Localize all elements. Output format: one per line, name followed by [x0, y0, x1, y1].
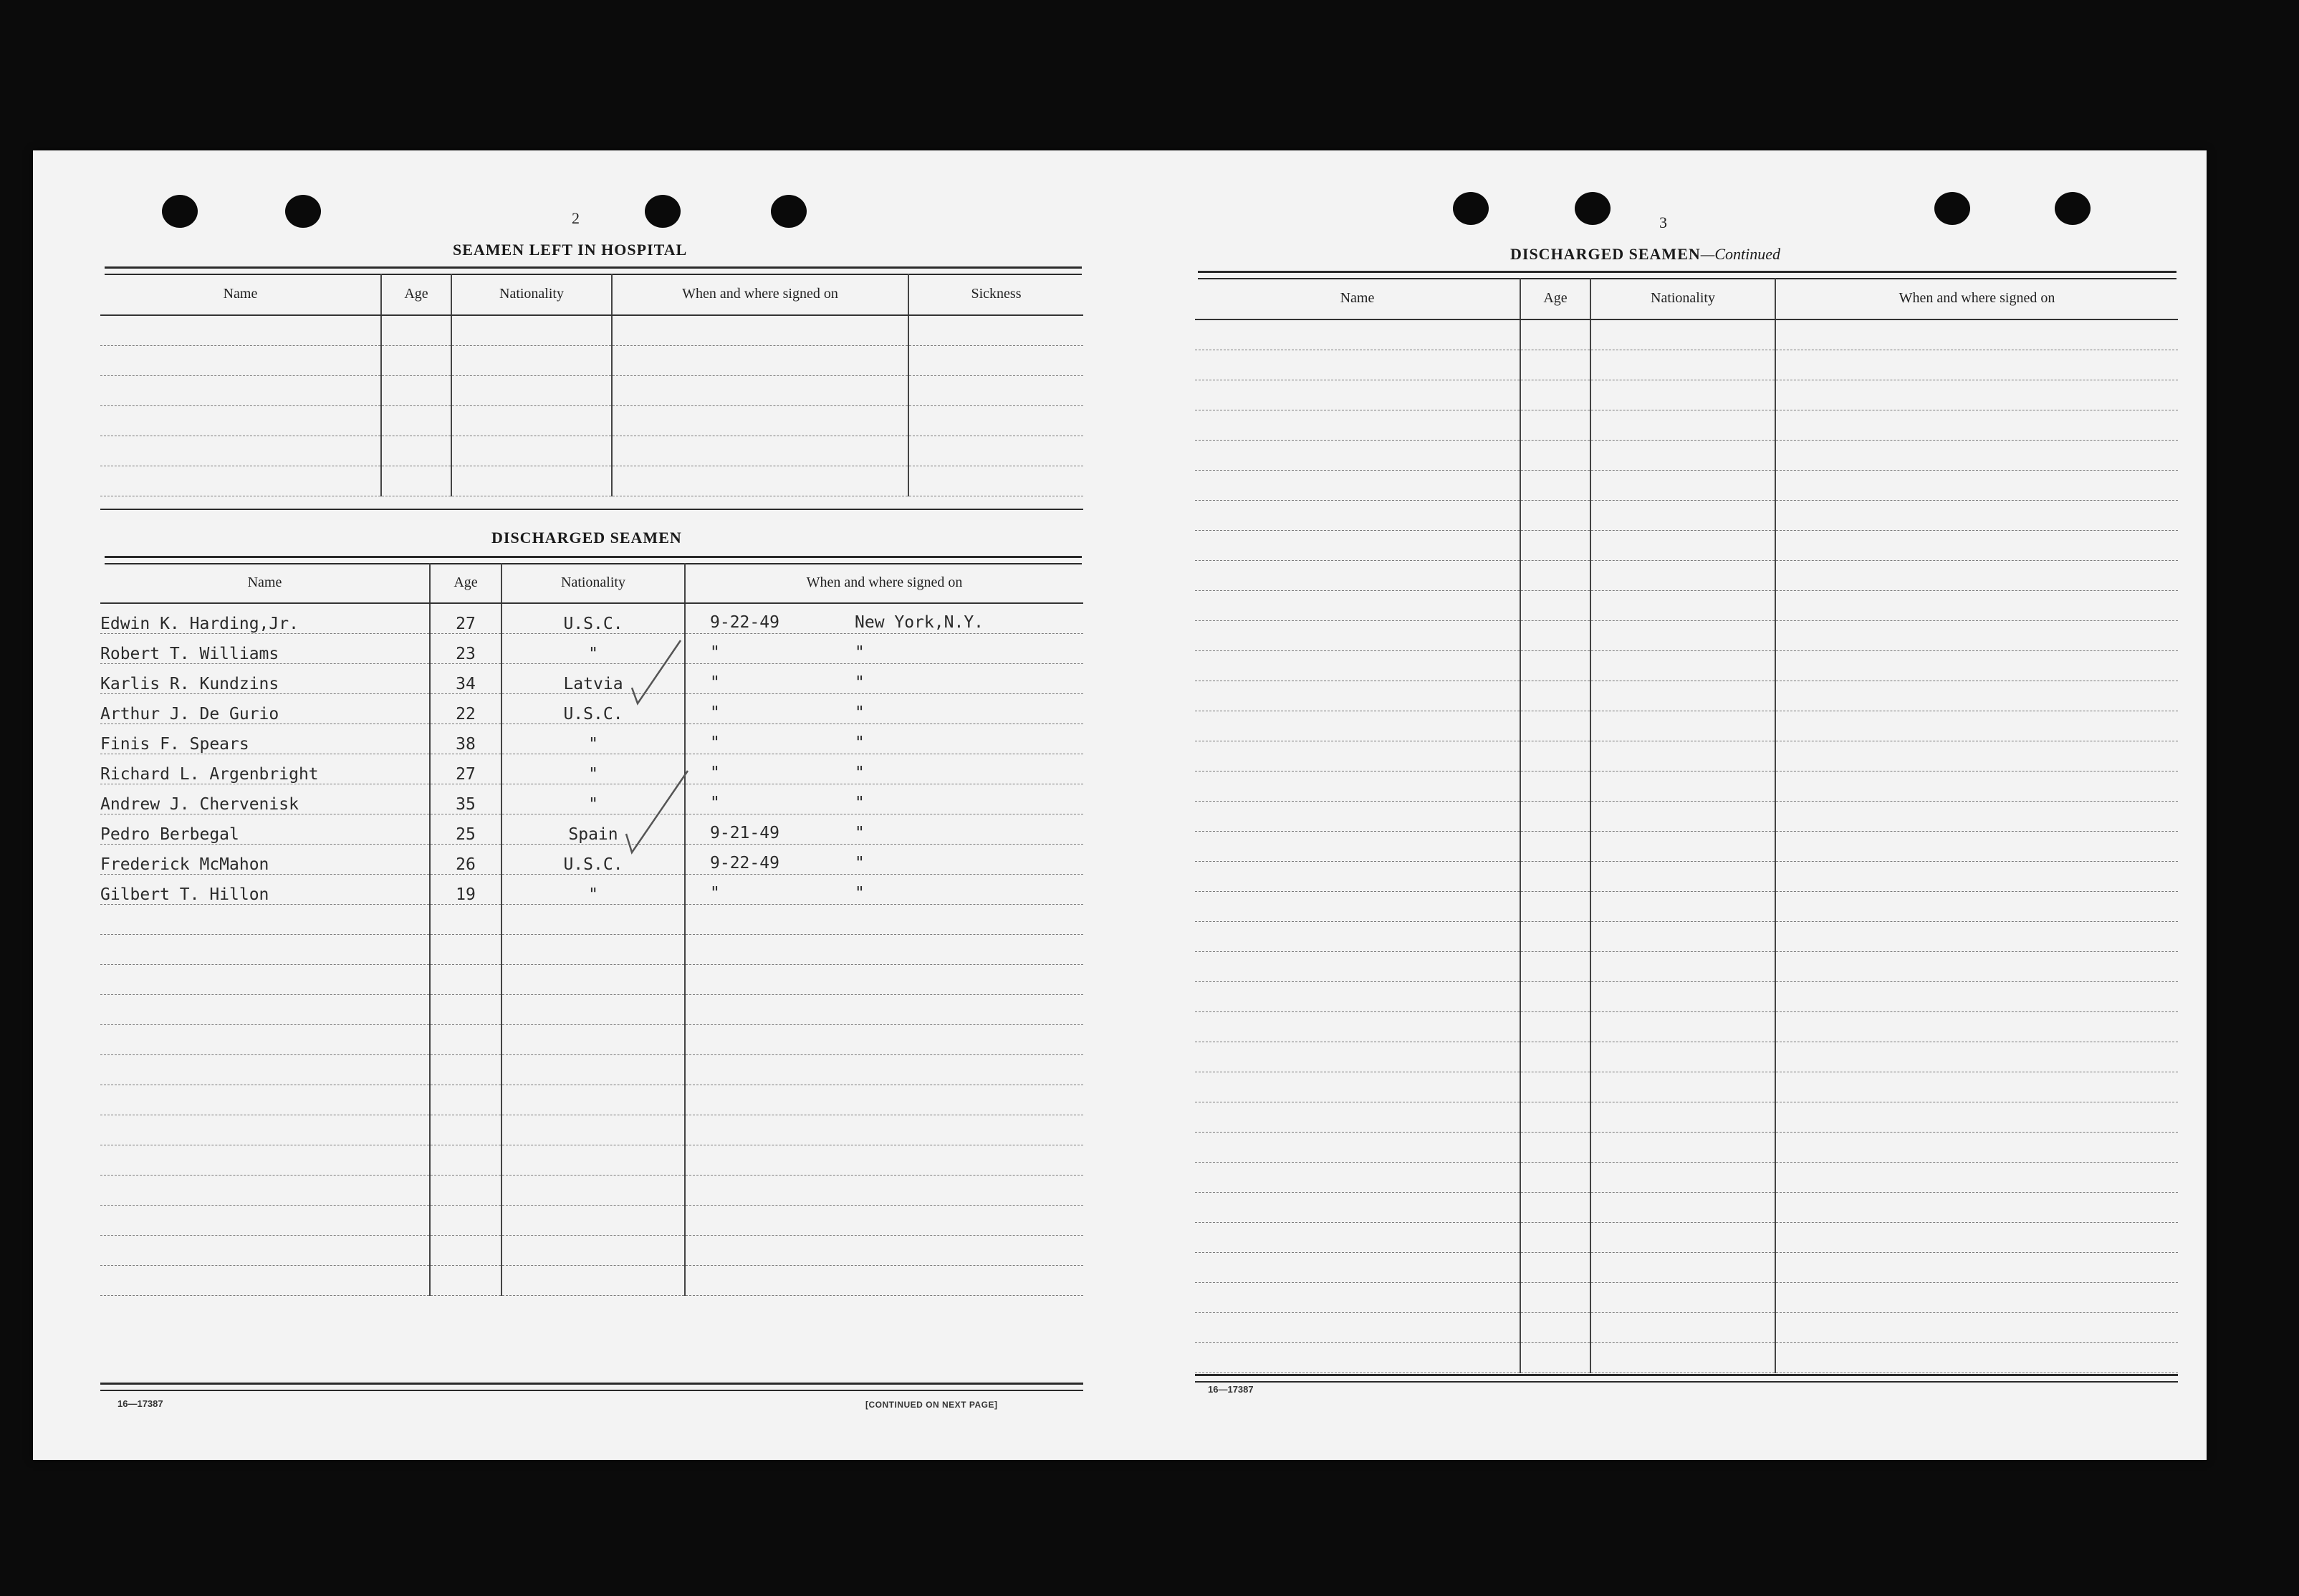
seaman-nationality: " [501, 754, 685, 784]
col-header-signed-on: When and where signed on [612, 274, 908, 315]
seaman-name: Finis F. Spears [100, 724, 430, 754]
seaman-age: 23 [430, 634, 501, 664]
hospital-section-title: SEAMEN LEFT IN HOSPITAL [453, 241, 688, 259]
table-row [1195, 591, 2178, 621]
col-header-name: Name [1195, 278, 1520, 319]
table-row [1195, 501, 2178, 531]
table-row [100, 1176, 1083, 1206]
table-row [1195, 380, 2178, 410]
signed-on-place: " [855, 703, 865, 722]
table-row [1195, 531, 2178, 561]
blank-rows [1195, 319, 2178, 1373]
signed-on-place: " [855, 794, 865, 812]
col-header-signed-on: When and where signed on [1775, 278, 2178, 319]
table-row [100, 1266, 1083, 1296]
table-row [1195, 741, 2178, 771]
seaman-age: 38 [430, 724, 501, 754]
table-row [1195, 952, 2178, 982]
seaman-name: Frederick McMahon [100, 845, 430, 875]
seaman-name: Pedro Berbegal [100, 814, 430, 845]
discharged-continued-table [1195, 278, 2178, 1373]
table-bottom-rule [100, 1383, 1083, 1391]
table-row [1195, 1283, 2178, 1313]
col-header-nationality: Nationality [1590, 278, 1775, 319]
table-row [100, 436, 1083, 466]
table-row [100, 1206, 1083, 1236]
seaman-age: 35 [430, 784, 501, 814]
signed-on-date: " [710, 884, 720, 903]
signed-on-date: " [710, 673, 720, 692]
table-bottom-rule [100, 509, 1083, 510]
table-row [1195, 319, 2178, 350]
seaman-row [100, 754, 1083, 784]
table-row [100, 406, 1083, 436]
table-row [1195, 1072, 2178, 1102]
table-row [100, 1236, 1083, 1266]
seaman-row [100, 784, 1083, 814]
seaman-nationality: U.S.C. [501, 694, 685, 724]
col-header-age: Age [1520, 278, 1590, 319]
page-number: 2 [572, 209, 580, 227]
col-header-nationality: Nationality [501, 563, 685, 603]
table-row [100, 346, 1083, 376]
table-row [1195, 1223, 2178, 1253]
table-row [1195, 1193, 2178, 1223]
table-row [1195, 711, 2178, 741]
table-row [100, 1025, 1083, 1055]
col-header-nationality: Nationality [451, 274, 612, 315]
seaman-row [100, 724, 1083, 754]
seaman-row [100, 845, 1083, 875]
seaman-row [100, 664, 1083, 694]
seaman-age: 27 [430, 603, 501, 634]
seaman-name: Karlis R. Kundzins [100, 664, 430, 694]
col-header-signed-on: When and where signed on [685, 563, 1083, 603]
page-number: 3 [1659, 213, 1667, 231]
table-row [100, 1085, 1083, 1115]
table-row [1195, 681, 2178, 711]
table-row [100, 995, 1083, 1025]
signed-on-place: " [855, 824, 865, 842]
signed-on-date: " [710, 734, 720, 752]
check-mark-icon [622, 768, 693, 861]
seaman-age: 25 [430, 814, 501, 845]
table-row [1195, 1042, 2178, 1072]
table-row [1195, 1343, 2178, 1373]
discharged-continued-title [1510, 245, 1780, 264]
signed-on-place: " [855, 854, 865, 872]
table-row [1195, 1313, 2178, 1343]
table-row [100, 1145, 1083, 1176]
title-main: DISCHARGED SEAMEN [1510, 245, 1701, 263]
seaman-nationality: " [501, 875, 685, 905]
table-row [1195, 1133, 2178, 1163]
left-page [33, 150, 1108, 1460]
right-page [1108, 150, 2207, 1460]
seaman-age: 27 [430, 754, 501, 784]
table-row [100, 935, 1083, 965]
seaman-name: Gilbert T. Hillon [100, 875, 430, 905]
signed-on-place: " [855, 673, 865, 692]
table-row [1195, 410, 2178, 441]
table-row [1195, 561, 2178, 591]
table-row [100, 376, 1083, 406]
table-row [1195, 892, 2178, 922]
seaman-nationality: " [501, 784, 685, 814]
table-row [1195, 832, 2178, 862]
signed-on-date: 9-22-49 [710, 854, 779, 872]
table-row [100, 1055, 1083, 1085]
seaman-age: 34 [430, 664, 501, 694]
col-header-sickness: Sickness [908, 274, 1083, 315]
table-row [100, 905, 1083, 935]
table-bottom-rule [1195, 1374, 2178, 1383]
table-row [1195, 441, 2178, 471]
table-row [1195, 350, 2178, 380]
table-row [1195, 862, 2178, 892]
table-row [1195, 1012, 2178, 1042]
signed-on-date: 9-21-49 [710, 824, 779, 842]
hospital-table [100, 274, 1083, 496]
signed-on-date: " [710, 764, 720, 782]
table-row [100, 965, 1083, 995]
table-row [1195, 1253, 2178, 1283]
blank-rows [100, 905, 1083, 1296]
table-row [1195, 1102, 2178, 1133]
seaman-row [100, 694, 1083, 724]
seaman-age: 22 [430, 694, 501, 724]
table-row [1195, 471, 2178, 501]
seaman-row [100, 603, 1083, 634]
seaman-row [100, 875, 1083, 905]
signed-on-date: " [710, 794, 720, 812]
table-row [1195, 621, 2178, 651]
table-row [1195, 982, 2178, 1012]
signed-on-place: " [855, 734, 865, 752]
signed-on-place: " [855, 643, 865, 662]
col-header-age: Age [381, 274, 451, 315]
table-row [100, 1115, 1083, 1145]
signed-on-place: " [855, 884, 865, 903]
seaman-name: Andrew J. Chervenisk [100, 784, 430, 814]
table-row [100, 315, 1083, 346]
signed-on-date: " [710, 703, 720, 722]
seaman-name: Arthur J. De Gurio [100, 694, 430, 724]
col-header-name: Name [100, 563, 430, 603]
discharged-section-title: DISCHARGED SEAMEN [491, 529, 682, 547]
signed-on-place: " [855, 764, 865, 782]
seaman-age: 26 [430, 845, 501, 875]
seaman-name: Richard L. Argenbright [100, 754, 430, 784]
seaman-row [100, 814, 1083, 845]
discharged-table [100, 563, 1083, 1296]
check-mark-icon [628, 638, 685, 709]
table-row [1195, 1163, 2178, 1193]
manifest-sheet [33, 150, 2207, 1460]
continued-note: [CONTINUED ON NEXT PAGE] [865, 1400, 998, 1410]
table-row [100, 466, 1083, 496]
seaman-nationality: U.S.C. [501, 845, 685, 875]
seaman-name: Edwin K. Harding,Jr. [100, 603, 430, 634]
table-row [1195, 651, 2178, 681]
col-header-age: Age [430, 563, 501, 603]
signed-on-date: " [710, 643, 720, 662]
table-row [1195, 802, 2178, 832]
signed-on-date: 9-22-49 [710, 613, 779, 632]
col-header-name: Name [100, 274, 381, 315]
seaman-row [100, 634, 1083, 664]
seaman-nationality: " [501, 724, 685, 754]
signed-on-place: New York,N.Y. [855, 613, 984, 632]
seaman-age: 19 [430, 875, 501, 905]
seaman-nationality: Latvia [501, 664, 685, 694]
seaman-nationality: U.S.C. [501, 603, 685, 634]
table-row [1195, 771, 2178, 802]
form-number: 16—17387 [117, 1398, 163, 1409]
seaman-name: Robert T. Williams [100, 634, 430, 664]
seaman-nationality: Spain [501, 814, 685, 845]
form-number: 16—17387 [1208, 1384, 1254, 1395]
seaman-nationality: " [501, 634, 685, 664]
title-continued: —Continued [1700, 245, 1780, 263]
table-row [1195, 922, 2178, 952]
